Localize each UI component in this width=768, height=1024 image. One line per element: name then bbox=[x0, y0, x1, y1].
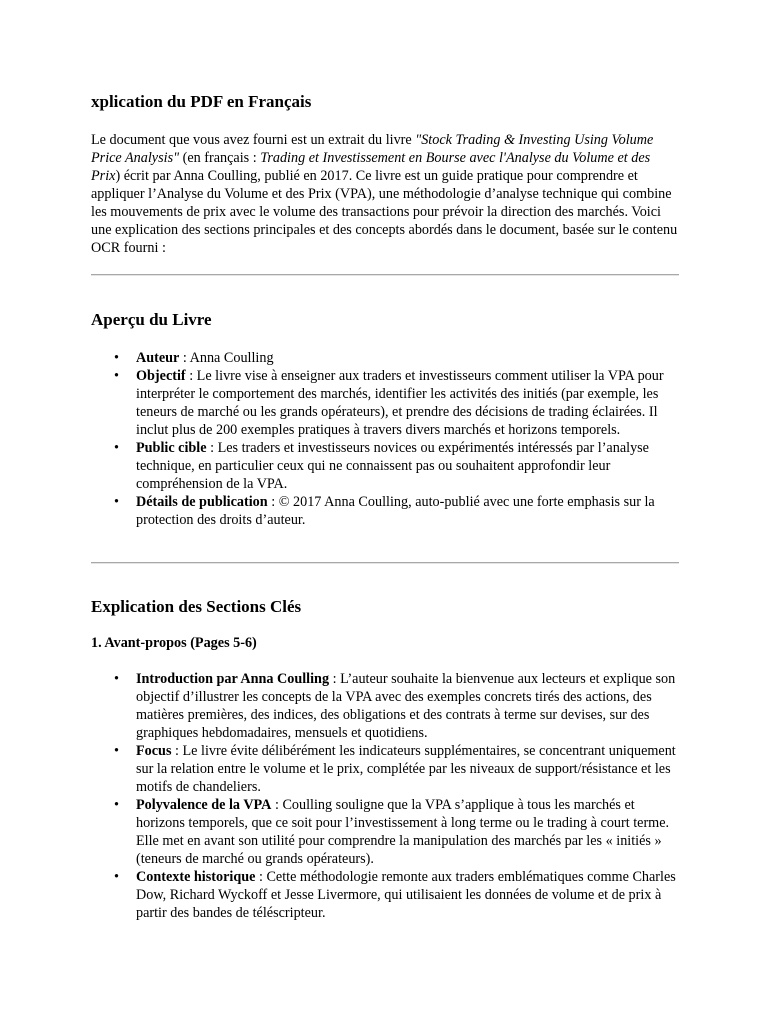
intro-text-2: (en français : bbox=[179, 150, 261, 166]
list-item bbox=[136, 493, 679, 529]
intro-text-1: Le document que vous avez fourni est un extrait du livre bbox=[91, 132, 416, 148]
foreword-list bbox=[91, 670, 679, 922]
intro-paragraph bbox=[91, 131, 679, 257]
subsection-heading: 1. Avant-propos (Pages 5-6) bbox=[91, 635, 257, 651]
item-text: : Le livre vise à enseigner aux traders et investisseurs comment utiliser la VPA pour interpréter le comportement des marchés, identifier les activités des initiés (par exemple, les teneurs de marché ou les grands opérateurs), et prendre des décisions de trading éclairées. Il inclut plus de 200 exemples pratiques à travers divers marchés et horizons temporels. bbox=[136, 368, 664, 438]
list-item bbox=[136, 796, 679, 868]
divider bbox=[91, 274, 679, 276]
overview-heading: Aperçu du Livre bbox=[91, 310, 212, 329]
item-text: : Le livre évite délibérément les indicateurs supplémentaires, se concentrant uniquement sur la relation entre le volume et le prix, complétée par les niveaux de support/résistance et les motifs de chandeliers. bbox=[136, 743, 676, 795]
item-text: : Les traders et investisseurs novices ou expérimentés intéressés par l’analyse technique, en particulier ceux qui ne connaissent pas ou souhaitent approfondir leur compréhension de la VPA. bbox=[136, 440, 649, 492]
item-text: : L’auteur souhaite la bienvenue aux lecteurs et explique son objectif d’illustrer les concepts de la VPA avec des exemples concrets tirés des actions, des matières premières, des indices, des obligations et des contrats à terme sur devises, sur des graphiques hebdomadaires, mensuels et quotidiens. bbox=[136, 671, 676, 741]
item-label: Contexte historique bbox=[136, 869, 256, 885]
item-label: Polyvalence de la VPA bbox=[136, 797, 272, 813]
item-text: : Coulling souligne que la VPA s’applique à tous les marchés et horizons temporels, que ce soit pour l’investissement à long terme ou le trading à court terme. Elle met en avant son utilité pour comprendre la manipulation des marchés par les « initiés » (teneurs de marché ou grands opérateurs). bbox=[136, 797, 670, 867]
list-item bbox=[136, 868, 679, 922]
divider bbox=[91, 562, 679, 564]
book-title-en: "Stock Trading & Investing Using Volume Price Analysis" bbox=[91, 132, 654, 166]
item-text: : Cette méthodologie remonte aux traders emblématiques comme Charles Dow, Richard Wyckoff et Jesse Livermore, qui utilisaient les données de volume et de prix à partir des bandes de téléscripteur. bbox=[136, 869, 676, 921]
item-label: Introduction par Anna Coulling bbox=[136, 671, 330, 687]
list-item bbox=[136, 742, 679, 796]
item-label: Auteur bbox=[136, 350, 180, 366]
item-text: : Anna Coulling bbox=[179, 350, 274, 366]
item-label: Détails de publication bbox=[136, 494, 268, 510]
list-item bbox=[136, 670, 679, 742]
item-text: : © 2017 Anna Coulling, auto-publié avec une forte emphasis sur la protection des droits d’auteur. bbox=[136, 494, 655, 528]
book-title-fr: Trading et Investissement en Bourse avec l'Analyse du Volume et des Prix bbox=[91, 150, 651, 184]
list-item bbox=[136, 367, 679, 439]
intro-text-3: ) écrit par Anna Coulling, publié en 2017. Ce livre est un guide pratique pour comprendre et appliquer l’Analyse du Volume et des Prix (VPA), une méthodologie d’analyse technique qui combine les mouvements de prix avec le volume des transactions pour prévoir la direction des marchés. Voici une explication des sections principales et des concepts abordés dans le document, basée sur le contenu OCR fourni : bbox=[91, 168, 678, 256]
item-label: Objectif bbox=[136, 368, 186, 384]
overview-list bbox=[91, 349, 679, 529]
item-label: Focus bbox=[136, 743, 172, 759]
list-item bbox=[136, 439, 679, 493]
page-title: xplication du PDF en Français bbox=[91, 92, 312, 111]
key-sections bbox=[91, 597, 679, 922]
overview-section bbox=[91, 310, 679, 529]
sections-heading: Explication des Sections Clés bbox=[91, 597, 302, 616]
list-item bbox=[136, 349, 679, 367]
item-label: Public cible bbox=[136, 440, 207, 456]
